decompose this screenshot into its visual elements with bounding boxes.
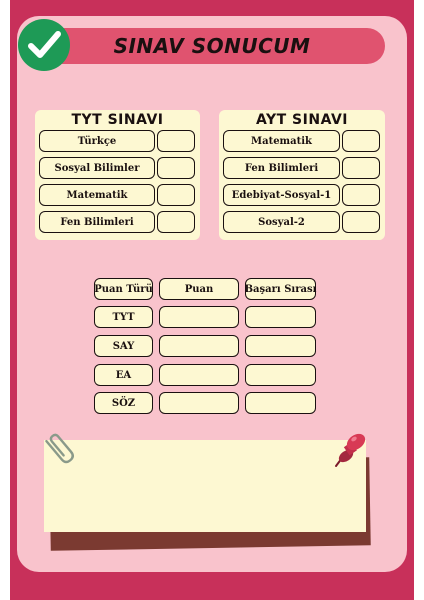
ayt-score-field[interactable] [342,157,380,179]
sticky-note[interactable] [44,440,366,532]
row-label-soz: SÖZ [94,392,153,414]
basari-sirasi-field[interactable] [245,364,316,386]
ayt-subject-label: Sosyal-2 [223,211,340,233]
tyt-score-field[interactable] [157,130,195,152]
pushpin-icon [330,428,370,474]
tyt-score-field[interactable] [157,184,195,206]
basari-sirasi-field[interactable] [245,392,316,414]
header-puan-turu: Puan Türü [94,278,153,300]
puan-field[interactable] [159,306,239,328]
header-puan: Puan [159,278,239,300]
puan-field[interactable] [159,364,239,386]
basari-sirasi-field[interactable] [245,335,316,357]
ayt-subject-label: Matematik [223,130,340,152]
puan-field[interactable] [159,392,239,414]
page-title: SINAV SONUCUM [113,34,311,58]
ayt-score-field[interactable] [342,184,380,206]
tyt-subject-label: Sosyal Bilimler [39,157,155,179]
header-basari-sirasi: Başarı Sırası [245,278,316,300]
tyt-score-field[interactable] [157,157,195,179]
ayt-score-field[interactable] [342,211,380,233]
ayt-title: AYT SINAVI [256,112,348,128]
ayt-subject-label: Fen Bilimleri [223,157,340,179]
tyt-subject-label: Türkçe [39,130,155,152]
paperclip-icon [40,428,80,472]
row-label-ea: EA [94,364,153,386]
check-icon [18,19,70,71]
tyt-subject-label: Matematik [39,184,155,206]
tyt-score-field[interactable] [157,211,195,233]
row-label-say: SAY [94,335,153,357]
basari-sirasi-field[interactable] [245,306,316,328]
tyt-title: TYT SINAVI [71,112,164,128]
row-label-tyt: TYT [94,306,153,328]
puan-field[interactable] [159,335,239,357]
ayt-score-field[interactable] [342,130,380,152]
ayt-subject-label: Edebiyat-Sosyal-1 [223,184,340,206]
tyt-subject-label: Fen Bilimleri [39,211,155,233]
